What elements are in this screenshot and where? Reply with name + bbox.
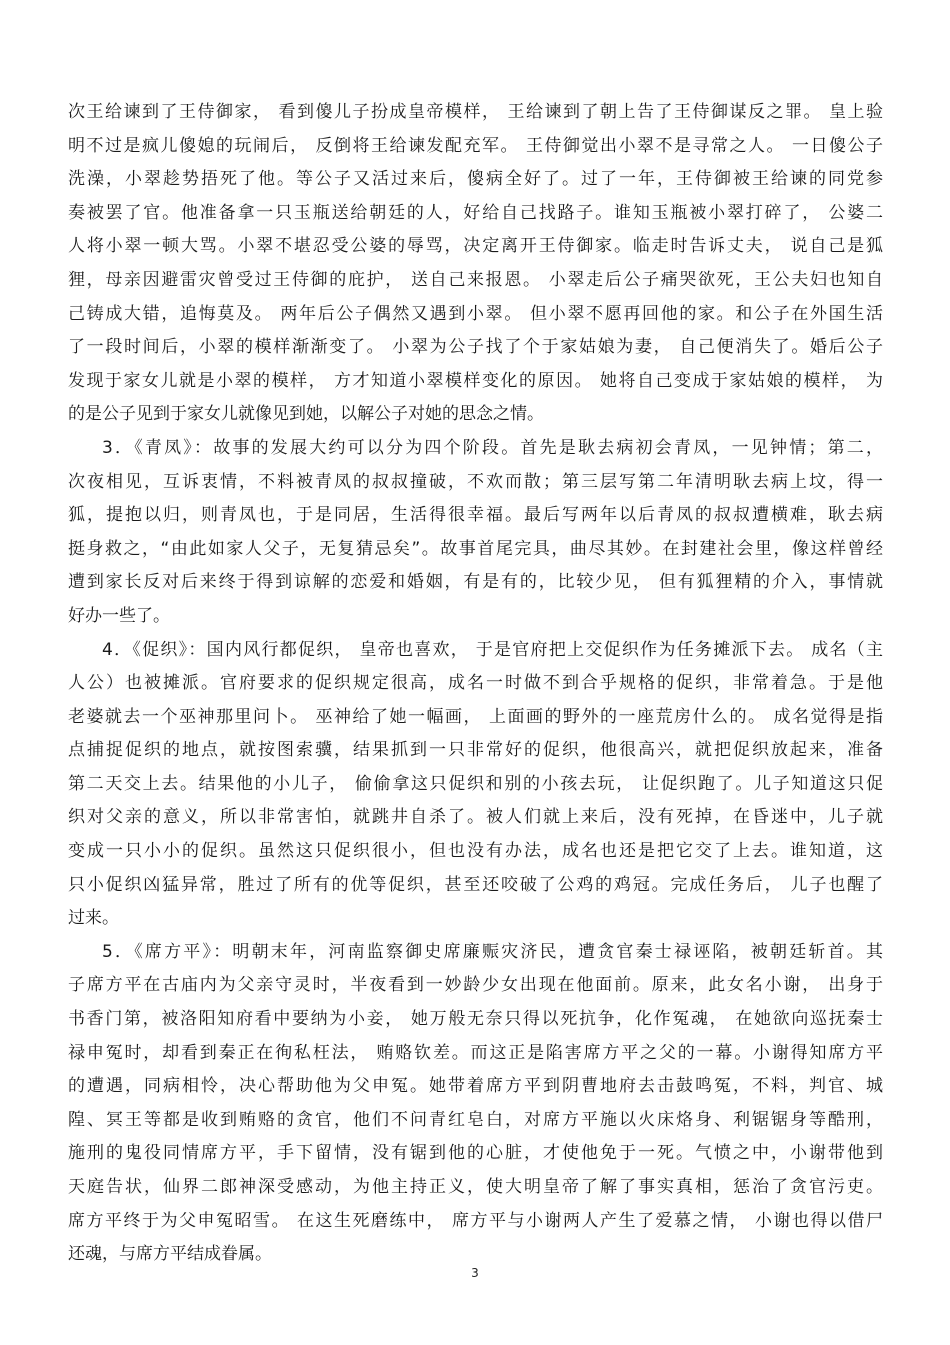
text-line: 隍、冥王等都是收到贿赂的贪官，他们不问青红皂白，对席方平施以火床烙身、利锯锯身等酷刑， xyxy=(68,1109,883,1130)
text-line: 己铸成大错，追悔莫及。 两年后公子偶然又遇到小翠。 但小翠不愿再回他的家。和公子在外国生活 xyxy=(68,303,883,324)
text-line: 还魂，与席方平结成眷属。 xyxy=(68,1244,272,1265)
text-line: 狐，提抱以归，则青凤也，于是同居，生活得很幸福。最后写两年以后青凤的叔叔遭横难，耿去病 xyxy=(68,505,883,526)
paragraph-xifangping xyxy=(68,936,883,1272)
text-line: 织对父亲的意义，所以非常害怕，就跳井自杀了。被人们就上来后，没有死掉，在昏迷中，儿子就 xyxy=(68,807,883,828)
text-line: 老婆就去一个巫神那里问卜。 巫神给了她一幅画， 上面画的野外的一座荒房什么的。 成名觉得是指 xyxy=(68,706,883,727)
text-line: 变成一只小小的促织。虽然这只促织很小，但也没有办法，成名也还是把它交了上去。谁知道，这 xyxy=(68,841,883,862)
paragraph-cuzhi xyxy=(68,634,883,936)
text-line: 人公）也被摊派。官府要求的促织规定很高，成名一时做不到合乎规格的促织，非常着急。于是他 xyxy=(68,673,883,694)
text-line: 席方平终于为父申冤昭雪。 在这生死磨练中， 席方平与小谢两人产生了爱慕之情， 小谢也得以借尸 xyxy=(68,1210,883,1231)
text-line: 4．《促织》：国内风行都促织， 皇帝也喜欢， 于是官府把上交促织作为任务摊派下去。 成名（主 xyxy=(102,639,883,660)
text-line: 点捕捉促织的地点，就按图索骥，结果抓到一只非常好的促织，他很高兴，就把促织放起来，准备 xyxy=(68,740,883,761)
text-line: 挺身救之，“由此如家人父子，无复猜忌矣”。故事首尾完具，曲尽其妙。在封建社会里，像这样曾经 xyxy=(68,538,883,559)
text-line: 3．《青凤》：故事的发展大约可以分为四个阶段。首先是耿去病初会青凤，一见钟情；第二， xyxy=(102,437,883,458)
text-line: 狸，母亲因避雷灾曾受过王侍御的庇护， 送自己来报恩。 小翠走后公子痛哭欲死，王公夫妇也知自 xyxy=(68,269,883,290)
text-line: 人将小翠一顿大骂。小翠不堪忍受公婆的辱骂，决定离开王侍御家。临走时告诉丈夫， 说自己是狐 xyxy=(68,236,883,257)
page-number: 3 xyxy=(471,1266,479,1280)
text-line: 次夜相见，互诉衷情，不料被青凤的叔叔撞破，不欢而散；第三层写第二年清明耿去病上坟，得一 xyxy=(68,471,883,492)
text-line: 了一段时间后，小翠的模样渐渐变了。 小翠为公子找了个于家姑娘为妻， 自己便消失了。婚后公子 xyxy=(68,337,883,358)
text-line: 只小促织凶猛异常，胜过了所有的优等促织，甚至还咬破了公鸡的鸡冠。完成任务后， 儿子也醒了 xyxy=(68,874,883,895)
text-line: 施刑的鬼役同情席方平，手下留情，没有锯到他的心脏，才使他免于一死。气愤之中，小谢带他到 xyxy=(68,1143,883,1164)
text-line: 第二天交上去。结果他的小儿子， 偷偷拿这只促织和别的小孩去玩， 让促织跑了。儿子知道这只促 xyxy=(68,773,883,794)
text-line: 的遭遇，同病相怜，决心帮助他为父申冤。她带着席方平到阴曹地府去击鼓鸣冤，不料，判官、城 xyxy=(68,1076,883,1097)
text-line: 书香门第，被洛阳知府看中要纳为小妾， 她万般无奈只得以死抗争，化作冤魂， 在她欲向巡抚秦士 xyxy=(68,1009,883,1030)
text-line: 天庭告状，仙界二郎神深受感动，为他主持正义，使大明皇帝了解了事实真相，惩治了贪官污吏。 xyxy=(68,1177,883,1197)
body-text xyxy=(68,96,883,1272)
text-line: 子席方平在古庙内为父亲守灵时，半夜看到一妙龄少女出现在他面前。原来，此女名小谢， 出身于 xyxy=(68,975,883,996)
text-line: 禄申冤时，却看到秦正在徇私枉法， 贿赂钦差。而这正是陷害席方平之父的一幕。小谢得知席方平 xyxy=(68,1042,883,1063)
text-line: 发现于家女儿就是小翠的模样， 方才知道小翠模样变化的原因。 她将自己变成于家姑娘的模样， 为 xyxy=(68,370,883,391)
text-line: 明不过是疯儿傻媳的玩闹后， 反倒将王给谏发配充军。 王侍御觉出小翠不是寻常之人。 一日傻公子 xyxy=(68,135,883,156)
text-line: 过来。 xyxy=(68,908,119,929)
text-line: 洗澡，小翠趁势捂死了他。等公子又活过来后，傻病全好了。过了一年，王侍御被王给谏的同党参 xyxy=(68,169,883,190)
text-line: 次王给谏到了王侍御家， 看到傻儿子扮成皇帝模样， 王给谏到了朝上告了王侍御谋反之罪。 皇上验 xyxy=(68,102,883,122)
text-line: 5．《席方平》：明朝末年，河南监察御史席廉赈灾济民，遭贪官秦士禄诬陷，被朝廷斩首。其 xyxy=(102,941,883,962)
text-line: 遭到家长反对后来终于得到谅解的恋爱和婚姻，有是有的，比较少见， 但有狐狸精的介入，事情就 xyxy=(68,572,883,593)
paragraph-qingfeng xyxy=(68,432,883,634)
text-line: 的是公子见到于家女儿就像见到她，以解公子对她的思念之情。 xyxy=(68,404,544,425)
paragraph-xiaocui-continued xyxy=(68,96,883,432)
text-line: 好办一些了。 xyxy=(68,605,170,626)
text-line: 奏被罢了官。他准备拿一只玉瓶送给朝廷的人，好给自己找路子。谁知玉瓶被小翠打碎了， 公婆二 xyxy=(68,202,883,223)
